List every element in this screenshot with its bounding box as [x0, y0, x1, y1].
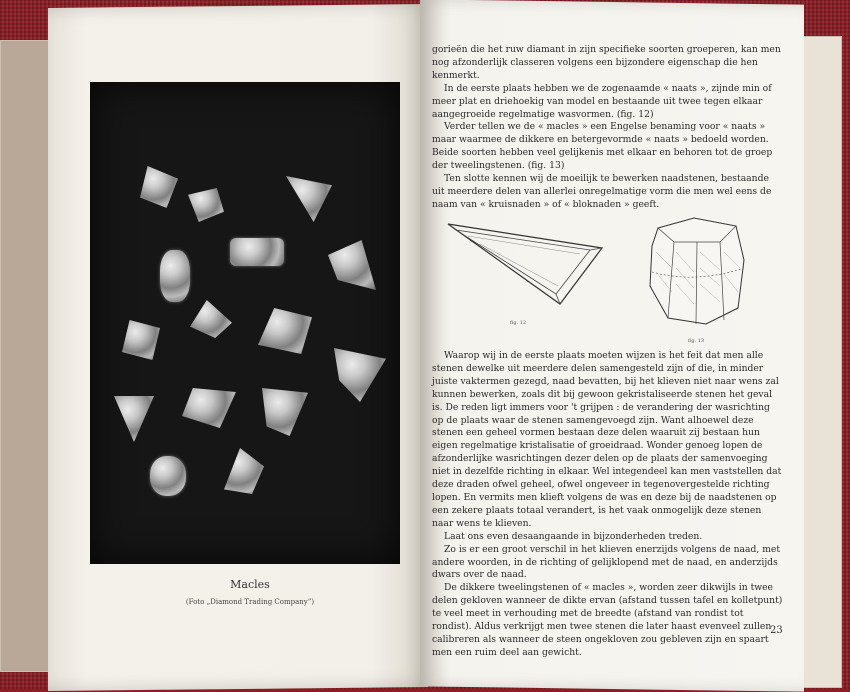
- text-block-top: [432, 44, 784, 212]
- paragraph: Waarop wij in de eerste plaats moeten wijzen is het feit dat men alle stenen dewelke uit meerdere delen samengesteld zijn of die, in minder juiste vaktermen gezegd, naad bevatten, bij het klieven niet naar wens zal kunnen bewerken, zoals dit bij gewoon gekristaliseerde stenen het geval is. De reden ligt immers voor 't grijpen : de verandering der wasrichting op de plaats waar de stenen samengevoegd zijn. Want alhoewel deze stenen een geheel vormen bestaan deze delen waaruit zij bestaan hun eigen regelmatige kristalisatie of groeidraad. Wonder genoeg lopen de afzonderlijke wasrichtingen dezer delen op de plaats der samenvoeging niet in dezelfde richting in elkaar. Wel integendeel kan men vaststellen dat deze draden ofwel geheel, ofwel ongeveer in tegenovergestelde richting lopen. En vermits men klieft volgens de was en deze bij de naadstenen op een zekere plaats totaal verandert, is het vaak onmogelijk deze stenen naar wens te klieven.: [432, 350, 782, 529]
- paragraph: In de eerste plaats hebben we de zogenaamde « naats », zijnde min of meer plat en driehoekig van model en bestaande uit twee tegen elkaar aangegroeide regelmatige wasvormen. (fig. 12): [432, 82, 772, 120]
- diamond-crystal: [122, 320, 160, 360]
- diamond-crystal: [150, 456, 186, 496]
- text-block-bottom: [432, 350, 784, 660]
- diamond-crystal: [224, 448, 264, 494]
- diamond-crystal: [286, 176, 332, 222]
- paragraph: gorieën die het ruw diamant in zijn specifieke soorten groeperen, kan men nog afzonderlijk classeren volgens een bijzondere eigenschap die hen kenmerkt.: [432, 44, 781, 81]
- diamond-crystal: [334, 348, 386, 402]
- diamond-crystal: [114, 396, 154, 442]
- diamond-crystal: [182, 388, 236, 428]
- figure-13-macle-drawing: [644, 212, 750, 330]
- paragraph: Laat ons even desaangaande in bijzonderheden treden.: [444, 530, 703, 542]
- figure-12-naats-drawing: [440, 218, 610, 310]
- figure-12-label: fig. 12: [510, 320, 527, 326]
- diamond-crystal: [262, 388, 308, 436]
- diamond-crystal: [258, 308, 312, 354]
- paragraph: De dikkere tweelingstenen of « macles », worden zeer dikwijls in twee delen gekloven wanneer de dikte ervan (afstand tussen tafel en kolletpunt) te veel meet in verhouding met de breedte (afstand van rondist tot rondist). Aldus verkrijgt men twee stenen die later haast evenveel zullen calibreren als wanneer de steen ongekloven zou gebleven zijn en spaart men een ruim deel aan gewicht.: [432, 582, 783, 658]
- macles-photo: [90, 82, 400, 564]
- page-number: 23: [770, 625, 783, 636]
- paragraph: Verder tellen we de « macles » een Engelse benaming voor « naats » maar waarmee de dikkere en betergevormde « naats » bedoeld worden. Beide soorten hebben veel gelijkenis met elkaar en behoren tot de groep der tweelingstenen. (fig. 13): [432, 121, 773, 172]
- diamond-crystal: [140, 166, 178, 208]
- figure-13-label: fig. 13: [688, 338, 705, 344]
- photo-caption: Macles: [230, 578, 270, 591]
- diamond-crystal: [230, 238, 284, 266]
- paragraph: Zo is er een groot verschil in het klieven enerzijds volgens de naad, met andere woorden, in de richting of gelijklopend met de naad, en anderzijds dwars over de naad.: [432, 543, 781, 581]
- photo-credit: (Foto „Diamond Trading Company”): [185, 598, 315, 606]
- diamond-crystal: [328, 240, 376, 290]
- diamond-crystal: [188, 188, 224, 222]
- diamond-crystal: [160, 250, 190, 302]
- paragraph: Ten slotte kennen wij de moeilijk te bewerken naadstenen, bestaande uit meerdere delen van allerlei onregelmatige vorm die men wel eens de naam van « kruisnaden » of « bloknaden » geeft.: [432, 173, 772, 210]
- diamond-crystal: [190, 300, 232, 338]
